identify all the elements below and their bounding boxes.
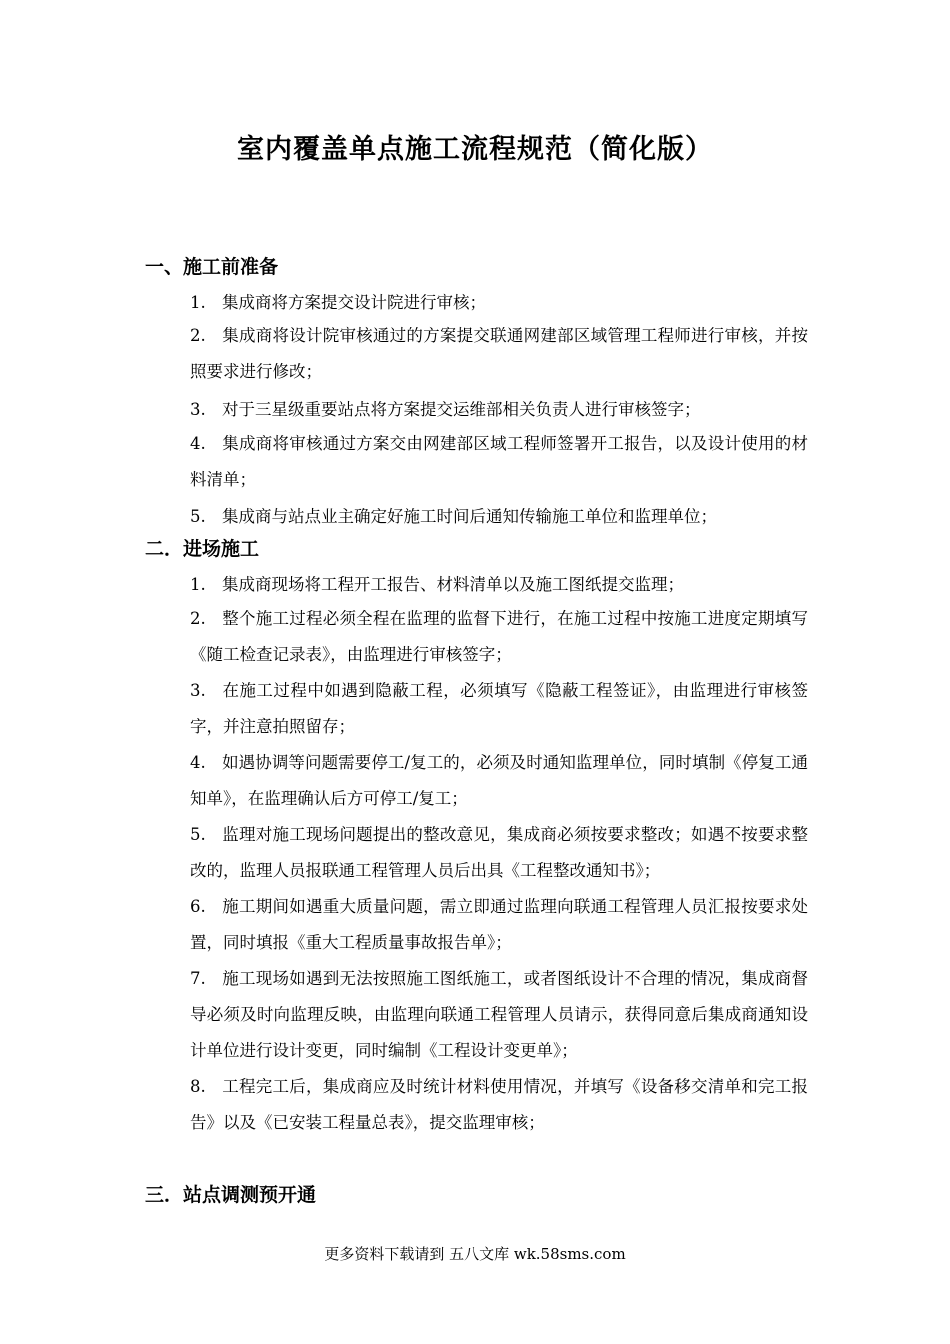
item-text: 集成商与站点业主确定好施工时间后通知传输施工单位和监理单位； — [222, 507, 717, 526]
item-number: 7. — [190, 969, 206, 988]
item-text: 对于三星级重要站点将方案提交运维部相关负责人进行审核签字； — [222, 400, 701, 419]
item-text: 整个施工过程必须全程在监理的监督下进行，在施工过程中按施工进度定期填写《随工检查记录表》，由监理进行审核签字； — [190, 609, 808, 664]
item-number: 3. — [190, 400, 206, 419]
item-text: 施工期间如遇重大质量问题，需立即通过监理向联通工程管理人员汇报按要求处置，同时填报《重大工程质量事故报告单》； — [190, 897, 808, 952]
page-title: 室内覆盖单点施工流程规范（简化版） — [237, 134, 713, 165]
list-item — [190, 817, 808, 889]
list-item — [190, 961, 808, 1069]
list-item — [190, 673, 808, 745]
item-text: 施工现场如遇到无法按照施工图纸施工，或者图纸设计不合理的情况，集成商督导必须及时向监理反映，由监理向联通工程管理人员请示，获得同意后集成商通知设计单位进行设计变更，同时编制《工程设计变更单》； — [190, 969, 808, 1060]
list-item — [190, 426, 808, 498]
item-number: 3. — [190, 681, 206, 700]
item-text: 监理对施工现场问题提出的整改意见，集成商必须按要求整改；如遇不按要求整改的，监理人员报联通工程管理人员后出具《工程整改通知书》； — [190, 825, 808, 880]
item-number: 4. — [190, 434, 206, 453]
list-item — [190, 392, 810, 428]
list-item — [190, 889, 808, 961]
footer-text: 更多资料下载请到 五八文库 wk.58sms.com — [324, 1245, 626, 1263]
item-number: 8. — [190, 1077, 206, 1096]
item-text: 集成商现场将工程开工报告、材料清单以及施工图纸提交监理； — [222, 575, 684, 594]
item-number: 5. — [190, 825, 206, 844]
list-item — [190, 499, 810, 535]
item-text: 集成商将设计院审核通过的方案提交联通网建部区域管理工程师进行审核，并按照要求进行修改； — [190, 326, 808, 381]
item-number: 5. — [190, 507, 206, 526]
list-item — [190, 601, 808, 673]
item-number: 1. — [190, 575, 206, 594]
list-item — [190, 285, 810, 321]
item-text: 如遇协调等问题需要停工/复工的，必须及时通知监理单位，同时填制《停复工通知单》，在监理确认后方可停工/复工； — [190, 753, 808, 808]
list-item — [190, 318, 808, 390]
section-heading-2: 二．进场施工 — [145, 538, 260, 560]
item-text: 集成商将方案提交设计院进行审核； — [222, 293, 486, 312]
item-number: 1. — [190, 293, 206, 312]
item-text: 集成商将审核通过方案交由网建部区域工程师签署开工报告，以及设计使用的材料清单； — [190, 434, 808, 489]
section-heading-1: 一、施工前准备 — [145, 256, 279, 278]
item-number: 2. — [190, 326, 206, 345]
item-number: 2. — [190, 609, 206, 628]
item-number: 6. — [190, 897, 206, 916]
item-number: 4. — [190, 753, 206, 772]
list-item — [190, 1069, 808, 1141]
list-item — [190, 567, 810, 603]
list-item — [190, 745, 808, 817]
section-heading-3: 三．站点调测预开通 — [145, 1184, 317, 1206]
item-text: 工程完工后，集成商应及时统计材料使用情况，并填写《设备移交清单和完工报告》以及《已安装工程量总表》，提交监理审核； — [190, 1077, 808, 1132]
item-text: 在施工过程中如遇到隐蔽工程，必须填写《隐蔽工程签证》，由监理进行审核签字，并注意拍照留存； — [190, 681, 808, 736]
